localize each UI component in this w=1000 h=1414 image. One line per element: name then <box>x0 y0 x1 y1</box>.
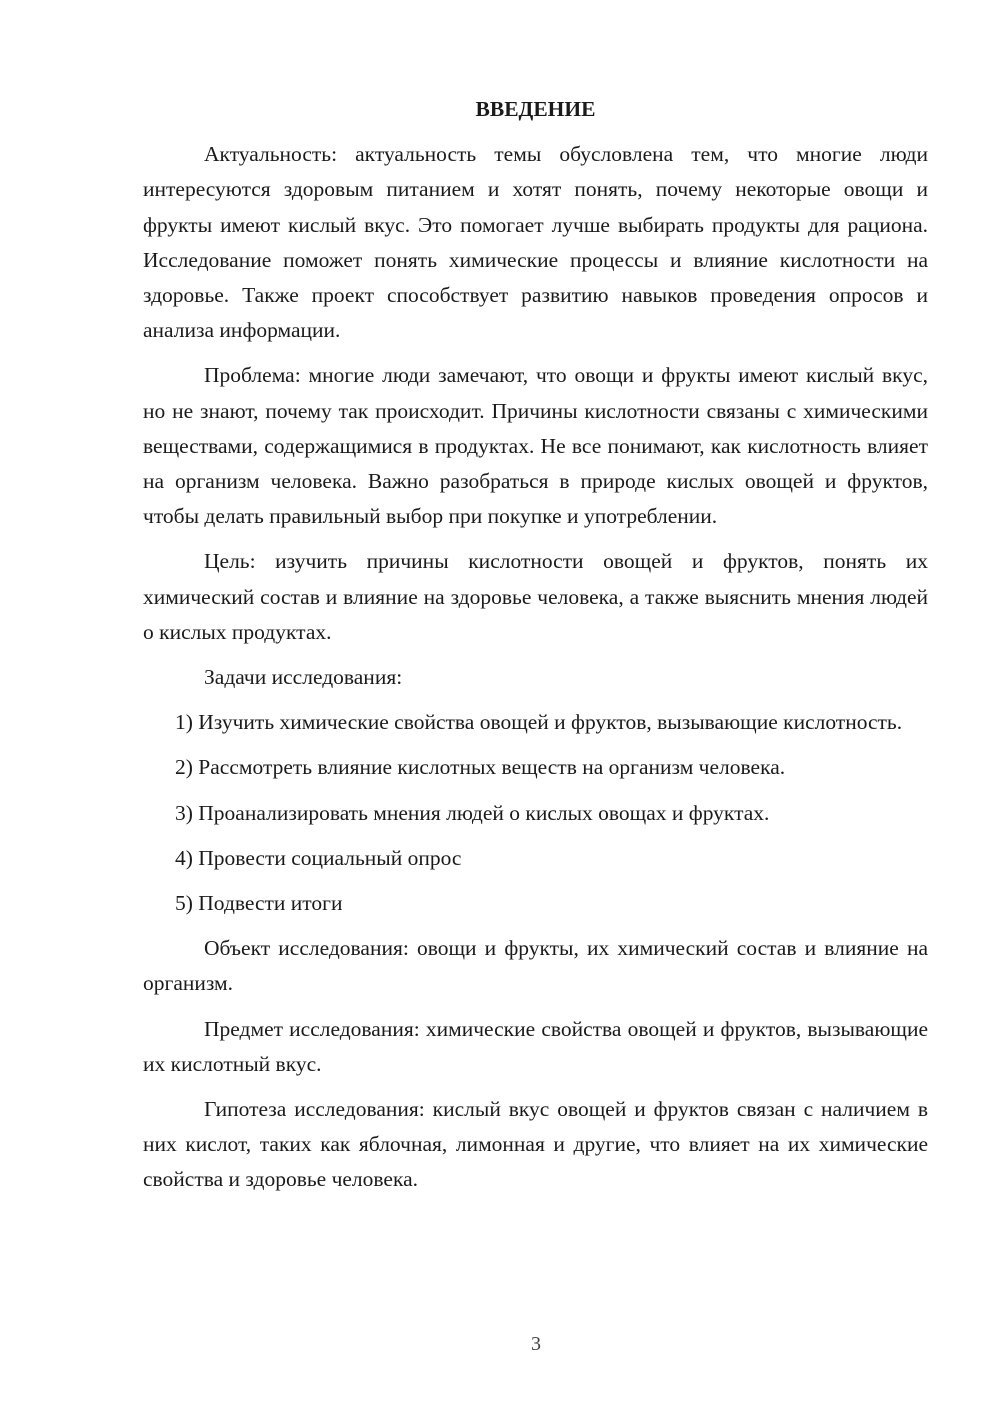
paragraph-problem: Проблема: многие люди замечают, что овощи и фрукты имеют кислый вкус, но не знают, почему так происходит. Причины кислотности связаны с химическими веществами, содержащимися в продуктах. Не все понимают, как кислотность влияет на организм человека. Важно разобраться в природе кислых овощей и фруктов, чтобы делать правильный выбор при покупке и употреблении. <box>143 363 928 529</box>
tasks-heading: Задачи исследования: <box>204 665 403 690</box>
task-item-2: 2) Рассмотреть влияние кислотных веществ на организм человека. <box>175 755 786 780</box>
paragraph-subject: Предмет исследования: химические свойства овощей и фруктов, вызывающие их кислотный вкус. <box>143 1016 928 1076</box>
paragraph-relevance: Актуальность: актуальность темы обусловлена тем, что многие люди интересуются здоровым питанием и хотят понять, почему некоторые овощи и фрукты имеют кислый вкус. Это помогает лучше выбирать продукты для рациона. Исследование поможет понять химические процессы и влияние кислотности на здоровье. Также проект способствует развитию навыков проведения опросов и анализа информации. <box>143 142 928 343</box>
paragraph-object: Объект исследования: овощи и фрукты, их химический состав и влияние на организм. <box>143 936 928 996</box>
section-title: ВВЕДЕНИЕ <box>475 97 596 121</box>
task-item-1: 1) Изучить химические свойства овощей и фруктов, вызывающие кислотность. <box>175 710 903 735</box>
paragraph-goal: Цель: изучить причины кислотности овощей и фруктов, понять их химический состав и влияние на здоровье человека, а также выяснить мнения людей о кислых продуктах. <box>143 549 928 644</box>
document-page <box>143 92 928 1208</box>
task-item-3: 3) Проанализировать мнения людей о кислых овощах и фруктах. <box>175 800 770 825</box>
task-item-5: 5) Подвести итоги <box>175 891 343 916</box>
paragraph-hypothesis: Гипотеза исследования: кислый вкус овощей и фруктов связан с наличием в них кислот, таких как яблочная, лимонная и другие, что влияет на их химические свойства и здоровье человека. <box>143 1097 928 1192</box>
page-number: 3 <box>531 1333 541 1355</box>
task-item-4: 4) Провести социальный опрос <box>175 845 462 870</box>
